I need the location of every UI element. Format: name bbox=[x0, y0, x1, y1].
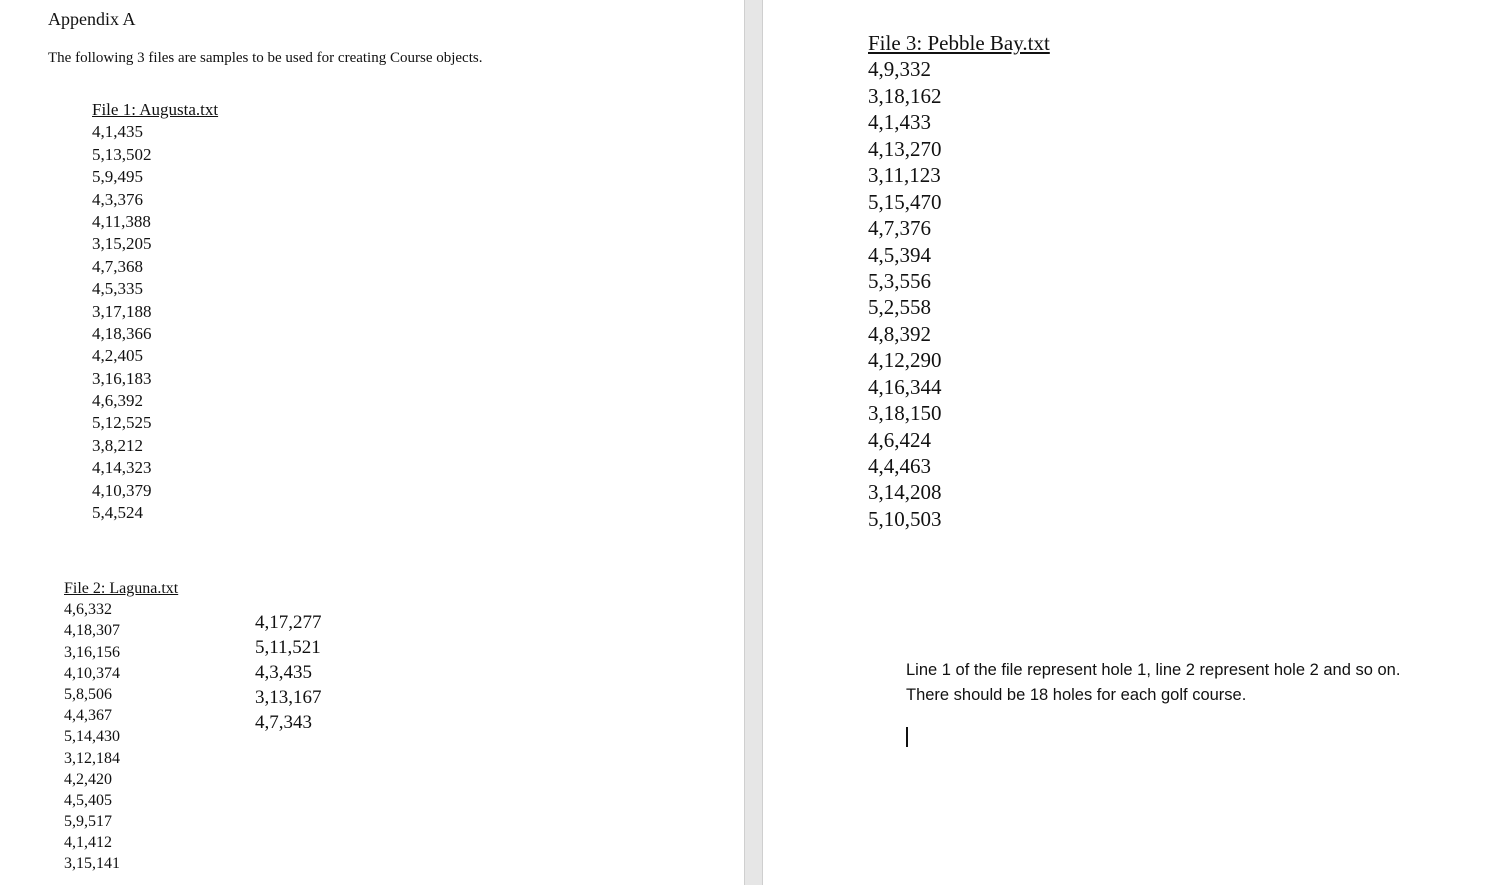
file2-continued-line: 4,3,435 bbox=[255, 662, 312, 683]
file2-line: 3,15,141 bbox=[64, 855, 120, 873]
file2-continued-line: 4,17,277 bbox=[255, 612, 322, 633]
page-gutter bbox=[744, 0, 763, 885]
file2-line: 4,4,367 bbox=[64, 707, 112, 725]
file1-title: File 1: Augusta.txt bbox=[92, 100, 219, 119]
file2-line: 3,12,184 bbox=[64, 749, 120, 767]
file3-line: 3,18,162 bbox=[868, 83, 942, 108]
file3-line: 5,3,556 bbox=[868, 268, 931, 293]
file3-block[interactable] bbox=[868, 30, 1050, 532]
document-page-right bbox=[763, 0, 1503, 885]
file1-line: 5,9,495 bbox=[92, 167, 143, 187]
file2-continued-line: 5,11,521 bbox=[255, 637, 321, 658]
file3-line: 4,4,463 bbox=[868, 454, 931, 478]
file1-line: 4,7,368 bbox=[92, 256, 143, 276]
file1-line: 4,18,366 bbox=[92, 323, 152, 343]
file2-line: 4,1,412 bbox=[64, 834, 112, 852]
file3-title: File 3: Pebble Bay.txt bbox=[868, 31, 1050, 55]
document-page-left bbox=[0, 0, 744, 885]
file3-line: 4,13,270 bbox=[868, 136, 942, 161]
intro-paragraph[interactable]: The following 3 files are samples to be used for creating Course objects. bbox=[48, 50, 483, 66]
file3-line: 4,5,394 bbox=[868, 242, 931, 267]
file3-line: 3,14,208 bbox=[868, 480, 942, 505]
appendix-heading[interactable]: Appendix A bbox=[48, 9, 136, 29]
note-line-1: Line 1 of the file represent hole 1, line 2 represent hole 2 and so on. bbox=[906, 661, 1401, 679]
file2-line: 4,6,332 bbox=[64, 601, 112, 619]
file3-line: 4,12,290 bbox=[868, 348, 942, 373]
file3-line: 4,16,344 bbox=[868, 374, 942, 399]
file2-line: 5,8,506 bbox=[64, 685, 112, 703]
file2-title: File 2: Laguna.txt bbox=[64, 580, 179, 597]
file1-line: 5,4,524 bbox=[92, 503, 143, 523]
file1-line: 5,12,525 bbox=[92, 413, 152, 433]
file3-line: 4,8,392 bbox=[868, 321, 931, 346]
file1-block[interactable] bbox=[92, 99, 218, 524]
file3-line: 4,7,376 bbox=[868, 216, 931, 241]
file3-line: 5,10,503 bbox=[868, 506, 942, 531]
file1-line: 5,13,502 bbox=[92, 144, 152, 164]
file1-line: 4,2,405 bbox=[92, 346, 143, 366]
file2-continued-line: 3,13,167 bbox=[255, 687, 322, 708]
file1-line: 4,1,435 bbox=[92, 122, 143, 142]
file1-line: 4,6,392 bbox=[92, 391, 143, 411]
file1-line: 4,11,388 bbox=[92, 211, 151, 231]
file3-line: 4,9,332 bbox=[868, 57, 931, 82]
note-line-2: There should be 18 holes for each golf course. bbox=[906, 686, 1247, 704]
file2-line: 4,18,307 bbox=[64, 622, 120, 640]
file3-line: 4,6,424 bbox=[868, 427, 931, 452]
file2-line: 5,14,430 bbox=[64, 728, 120, 746]
text-cursor[interactable] bbox=[906, 727, 908, 747]
file1-line: 4,10,379 bbox=[92, 480, 152, 500]
file2-line: 4,5,405 bbox=[64, 791, 112, 809]
file3-line: 3,18,150 bbox=[868, 401, 942, 426]
file1-line: 3,8,212 bbox=[92, 435, 143, 455]
file2-continued-block[interactable] bbox=[255, 610, 322, 735]
file1-line: 3,16,183 bbox=[92, 368, 152, 388]
instructions-note[interactable] bbox=[906, 658, 1400, 708]
file1-line: 4,14,323 bbox=[92, 458, 152, 478]
file2-line: 3,16,156 bbox=[64, 643, 120, 661]
file3-line: 3,11,123 bbox=[868, 163, 941, 188]
file2-line: 5,9,517 bbox=[64, 813, 112, 831]
file3-line: 5,2,558 bbox=[868, 295, 931, 320]
file1-line: 4,5,335 bbox=[92, 279, 143, 299]
file3-line: 4,1,433 bbox=[868, 110, 931, 135]
file3-line: 5,15,470 bbox=[868, 189, 942, 214]
file1-line: 4,3,376 bbox=[92, 189, 143, 209]
file1-line: 3,15,205 bbox=[92, 234, 152, 254]
file2-line: 4,2,420 bbox=[64, 770, 112, 788]
file2-continued-line: 4,7,343 bbox=[255, 712, 312, 733]
file2-line: 4,10,374 bbox=[64, 664, 120, 682]
file2-block[interactable] bbox=[64, 578, 178, 875]
file1-line: 3,17,188 bbox=[92, 301, 152, 321]
